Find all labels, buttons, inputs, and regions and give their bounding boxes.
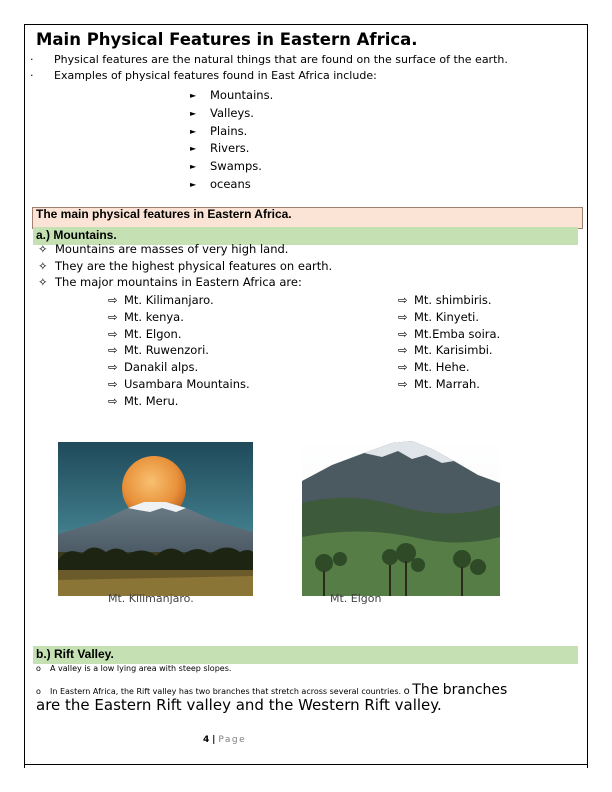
- circle-bullet-icon: o: [36, 687, 41, 696]
- kilimanjaro-caption: Mt. Kilimanjaro.: [108, 592, 194, 605]
- arrow-bullet-icon: ⇨: [398, 376, 408, 391]
- arrow-bullet-icon: ⇨: [108, 360, 118, 375]
- list-item: ✧ Mountains are masses of very high land.: [38, 242, 289, 256]
- triangle-bullet-icon: ►: [190, 144, 197, 154]
- intro-line-2: · Examples of physical features found in East Africa include:: [30, 69, 377, 82]
- main-features-heading: The main physical features in Eastern Africa.: [32, 207, 583, 229]
- bullet-icon: ·: [30, 53, 34, 66]
- bullet-icon: ·: [30, 69, 34, 82]
- list-item: ► oceans: [190, 176, 273, 194]
- arrow-bullet-icon: ⇨: [108, 293, 118, 307]
- list-item: ✧ They are the highest physical features on earth.: [38, 258, 333, 273]
- list-item: ⇨ Mt. Kilimanjaro.: [108, 293, 214, 307]
- footer-separator: |: [212, 735, 216, 745]
- rift-line-3: are the Eastern Rift valley and the Western Rift valley.: [36, 696, 442, 714]
- list-item: ⇨ Mt. Karisimbi.: [398, 343, 493, 358]
- list-item: ► Swamps.: [190, 158, 273, 176]
- list-item: ⇨ Mt. kenya.: [108, 309, 184, 324]
- triangle-bullet-icon: ►: [190, 179, 197, 189]
- list-item: ⇨ Danakil alps.: [108, 360, 199, 375]
- list-item: ⇨ Mt. Kinyeti.: [398, 309, 480, 324]
- star-bullet-icon: ✧: [38, 242, 48, 256]
- rift-valley-heading: b.) Rift Valley.: [33, 646, 578, 664]
- mountain-facts: [38, 241, 332, 291]
- list-item: ⇨ Mt. Ruwenzori.: [108, 343, 209, 358]
- intro-line-1: · Physical features are the natural things that are found on the surface of the earth.: [30, 53, 508, 66]
- list-item: ► Plains.: [190, 123, 273, 141]
- list-item: ✧ The major mountains in Eastern Africa are:: [38, 275, 302, 289]
- arrow-bullet-icon: ⇨: [398, 309, 408, 324]
- elgon-caption: Mt. Elgon: [330, 592, 382, 605]
- star-bullet-icon: ✧: [38, 258, 48, 273]
- page-number: 4: [203, 735, 210, 745]
- features-list: [190, 87, 273, 194]
- rift-line-1: o A valley is a low lying area with steep slopes.: [36, 664, 232, 673]
- arrow-bullet-icon: ⇨: [398, 326, 408, 341]
- arrow-bullet-icon: ⇨: [398, 293, 408, 307]
- circle-bullet-icon: o: [36, 664, 41, 673]
- bottom-rule: [24, 764, 588, 765]
- triangle-bullet-icon: ►: [190, 108, 197, 118]
- list-item: ⇨ Usambara Mountains.: [108, 376, 250, 391]
- circle-bullet-icon: o: [403, 686, 410, 697]
- arrow-bullet-icon: ⇨: [108, 343, 118, 358]
- elgon-photo: [302, 441, 500, 596]
- list-item: ⇨ Mt. Hehe.: [398, 360, 470, 375]
- list-item: ⇨ Mt. Elgon.: [108, 326, 182, 341]
- page-title: Main Physical Features in Eastern Africa.: [36, 30, 418, 49]
- rift-line-2: o In Eastern Africa, the Rift valley has two branches that stretch across several countries. o The branches: [36, 682, 508, 698]
- triangle-bullet-icon: ►: [190, 162, 197, 172]
- page-label: Page: [218, 735, 247, 745]
- mountain-list-left: [108, 292, 250, 410]
- triangle-bullet-icon: ►: [190, 126, 197, 136]
- arrow-bullet-icon: ⇨: [398, 343, 408, 358]
- mountains-heading: a.) Mountains.: [33, 227, 578, 245]
- list-item: ► Valleys.: [190, 105, 273, 123]
- arrow-bullet-icon: ⇨: [108, 326, 118, 341]
- list-item: ⇨ Mt.Emba soira.: [398, 326, 501, 341]
- mountain-list-right: [398, 292, 500, 393]
- kilimanjaro-photo: [58, 442, 253, 596]
- arrow-bullet-icon: ⇨: [108, 393, 118, 408]
- list-item: ⇨ Mt. Marrah.: [398, 376, 480, 391]
- star-bullet-icon: ✧: [38, 275, 48, 289]
- arrow-bullet-icon: ⇨: [108, 376, 118, 391]
- page-footer: [203, 735, 246, 745]
- list-item: ⇨ Mt. Meru.: [108, 393, 179, 408]
- triangle-bullet-icon: ►: [190, 91, 197, 100]
- arrow-bullet-icon: ⇨: [108, 309, 118, 324]
- arrow-bullet-icon: ⇨: [398, 360, 408, 375]
- list-item: ⇨ Mt. shimbiris.: [398, 293, 492, 307]
- list-item: ► Rivers.: [190, 140, 273, 158]
- list-item: ► Mountains.: [190, 87, 273, 105]
